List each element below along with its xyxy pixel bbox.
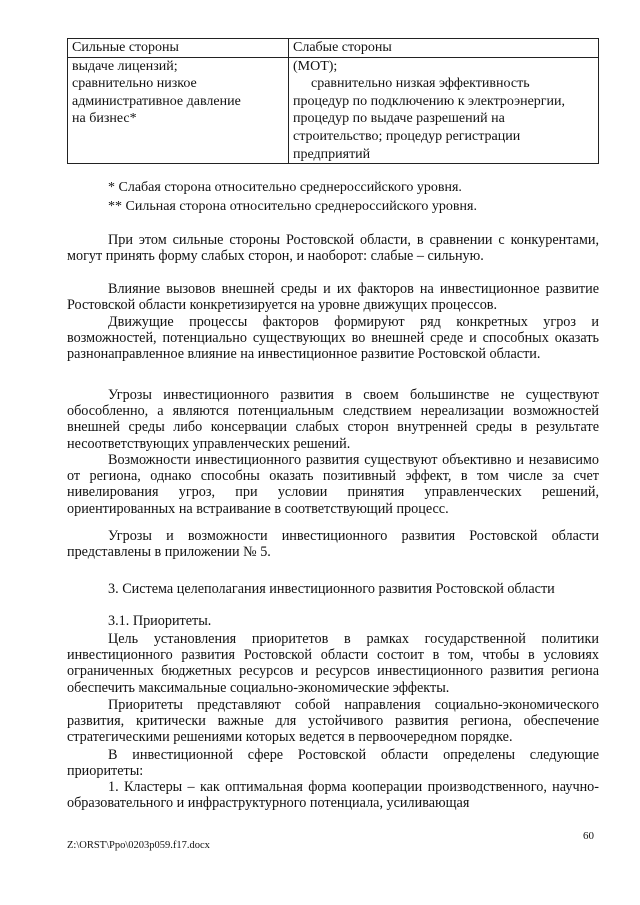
weaknesses-cell: [289, 57, 599, 164]
file-path: Z:\ORST\Ppo\0203p059.f17.docx: [67, 840, 210, 851]
paragraph: В инвестиционной сфере Ростовской области определены следующие приоритеты:: [67, 747, 599, 780]
footnote-strong: ** Сильная сторона относительно среднероссийского уровня.: [108, 199, 477, 214]
table-row: [68, 57, 599, 164]
paragraph: 1. Кластеры – как оптимальная форма кооперации производственного, научно-образовательного и инфраструктурного потенциала, усиливающая: [67, 779, 599, 812]
weaknesses-line: сравнительно низкая эффективность: [311, 76, 530, 92]
weaknesses-line: строительство; процедур регистрации: [293, 128, 521, 144]
weaknesses-line: процедур по выдаче разрешений на: [293, 111, 505, 127]
weaknesses-line: процедур по подключению к электроэнергии,: [293, 93, 566, 109]
paragraph: Приоритеты представляют собой направления социально-экономического развития, критически важные для устойчивого развития региона, обеспечение стратегическими решениями которых ведется в первоочередном порядке.: [67, 697, 599, 746]
paragraph: Угрозы и возможности инвестиционного развития Ростовской области представлены в приложении № 5.: [67, 528, 599, 561]
weaknesses-header: Слабые стороны: [289, 39, 599, 58]
strengths-header: Сильные стороны: [68, 39, 289, 58]
strengths-line: на бизнес*: [72, 111, 137, 127]
weaknesses-line: предприятий: [293, 146, 371, 162]
subsection-heading: 3.1. Приоритеты.: [108, 613, 212, 629]
strengths-line: административное давление: [72, 93, 241, 109]
strengths-line: сравнительно низкое: [72, 76, 197, 92]
strengths-line: выдаче лицензий;: [72, 58, 178, 74]
weaknesses-line: (МОТ);: [293, 58, 338, 74]
swot-table: [67, 38, 599, 164]
paragraph: Возможности инвестиционного развития существуют объективно и независимо от региона, однако способны оказать позитивный эффект, в том числе за счет нивелирования угроз, при условии принятия управленческих решений, ориентированных на встраивание в соответствующий процесс.: [67, 452, 599, 517]
page-number: 60: [583, 830, 594, 842]
section-heading: 3. Система целеполагания инвестиционного развития Ростовской области: [108, 581, 555, 597]
strengths-cell: [68, 57, 289, 164]
paragraph: Цель установления приоритетов в рамках государственной политики инвестиционного развития Ростовской области состоит в том, чтобы в условиях ограниченных бюджетных ресурсов и ресурсов инвестиционного развития региона обеспечить максимальные социально-экономические эффекты.: [67, 631, 599, 696]
paragraph: При этом сильные стороны Ростовской области, в сравнении с конкурентами, могут принять форму слабых сторон, и наоборот: слабые – сильную.: [67, 232, 599, 265]
paragraph: Движущие процессы факторов формируют ряд конкретных угроз и возможностей, потенциально существующих во внешней среде и способных оказать разнонаправленное влияние на инвестиционное развитие Ростовской области.: [67, 314, 599, 363]
footnote-weak: * Слабая сторона относительно среднероссийского уровня.: [108, 180, 462, 195]
table-header-row: [68, 39, 599, 58]
paragraph: Влияние вызовов внешней среды и их факторов на инвестиционное развитие Ростовской области конкретизируется на уровне движущих процессов.: [67, 281, 599, 314]
paragraph: Угрозы инвестиционного развития в своем большинстве не существуют обособленно, а являются потенциальным следствием нереализации возможностей внешней среды либо консервации слабых сторон внутренней среды в результате несоответствующих управленческих решений.: [67, 387, 599, 452]
